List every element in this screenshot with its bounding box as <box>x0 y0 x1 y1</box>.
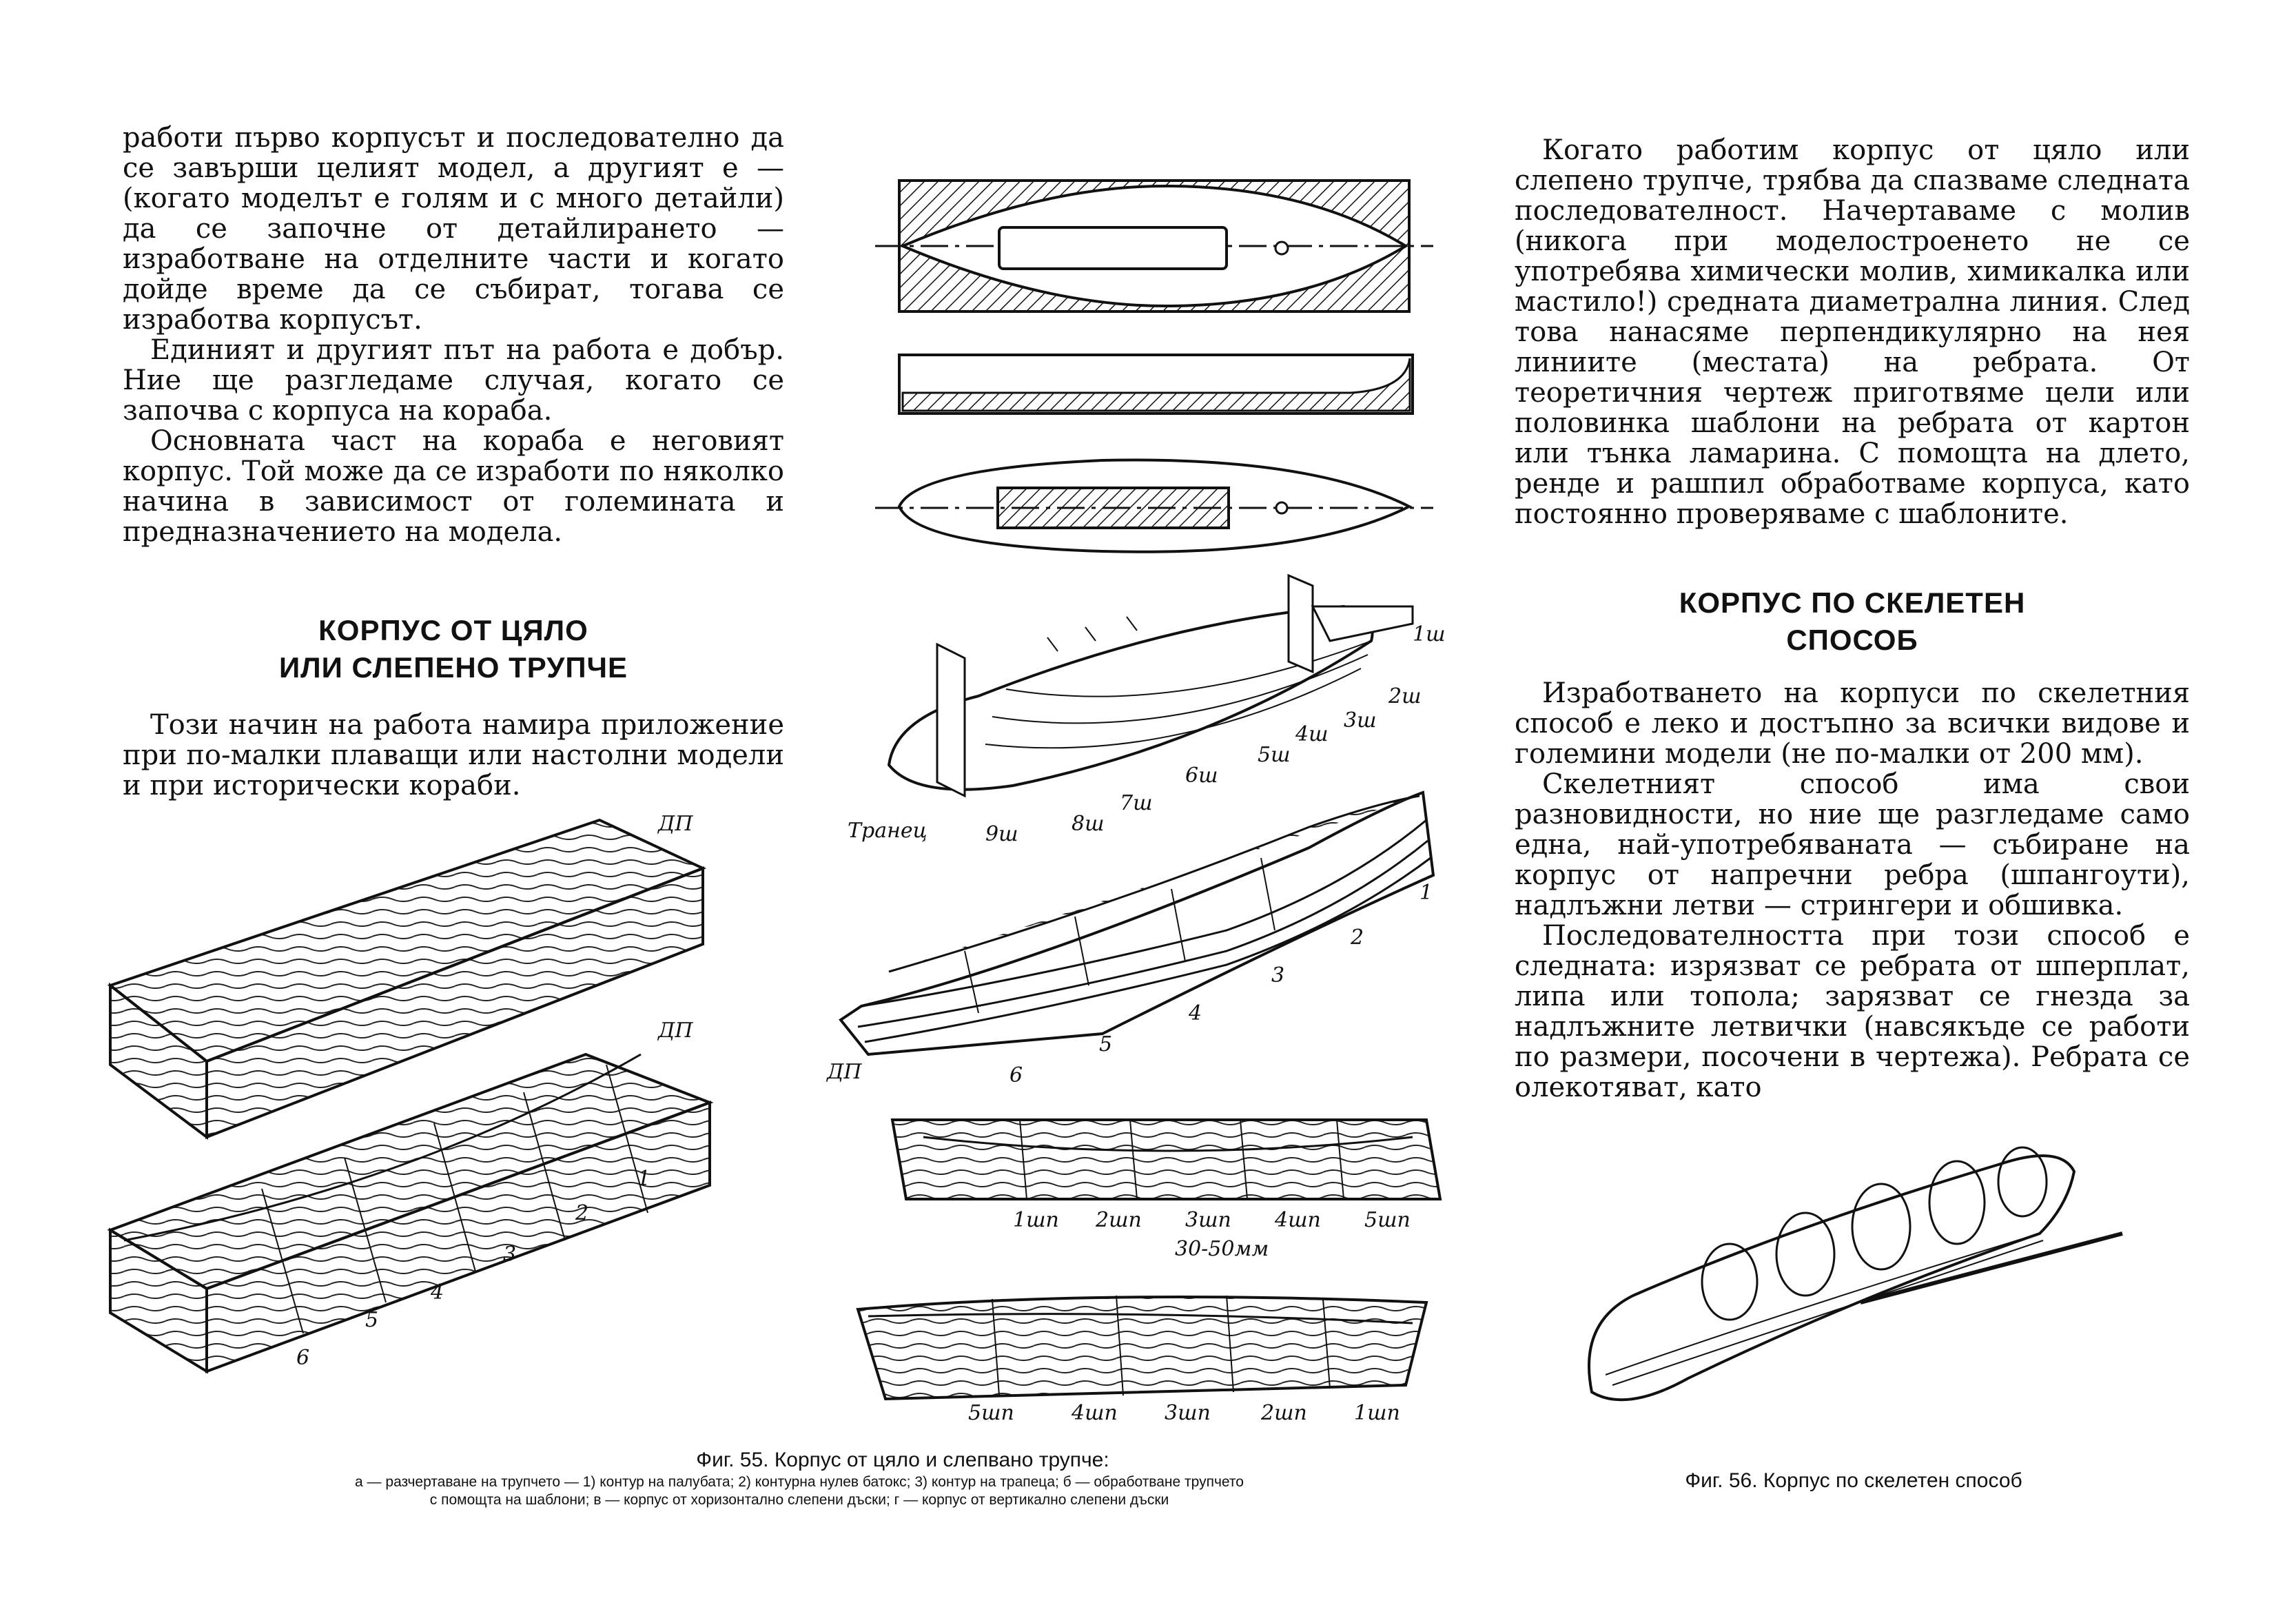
block-number-5: 5 <box>365 1308 379 1332</box>
frame-label-5: 5ш <box>1258 743 1291 767</box>
left-paragraph-4: Този начин на работа намира приложение при по-малки плаващи или настолни модели и при исторически кораби. <box>123 709 784 801</box>
heading-line-2: СПОСОБ <box>1786 624 1918 656</box>
vertical-planks-hull <box>858 1296 1426 1399</box>
layer-number-2: 2 <box>1351 925 1364 950</box>
side-profile-view <box>899 355 1413 413</box>
frame-label-4: 4ш <box>1295 722 1329 746</box>
plank-frame-4: 4шп <box>1275 1208 1321 1232</box>
layer-number-1: 1 <box>1419 881 1433 905</box>
block-number-3: 3 <box>503 1242 517 1267</box>
deck-outline-view <box>875 181 1433 311</box>
frame-label-6: 6ш <box>1185 764 1218 788</box>
hull-plan-view <box>875 460 1433 552</box>
right-paragraph-3: Скелетният способ има свои разновидности, но ние ще разгледаме само една, най-употребяваната — събиране на корпус от напречни ребра (шпангоути), надлъжни летви — стрингери и обшивка. <box>1515 768 2190 921</box>
transom-label: Транец <box>848 819 927 843</box>
frame-label-9: 9ш <box>985 822 1018 846</box>
block-number-6: 6 <box>296 1346 310 1370</box>
dp-label-mid: ДП <box>658 1019 693 1043</box>
heading-line-2: ИЛИ СЛЕПЕНО ТРУПЧЕ <box>278 651 628 684</box>
vertical-frame-3: 3шп <box>1165 1401 1211 1425</box>
hull-with-templates <box>889 575 1413 796</box>
vertical-frame-4: 4шп <box>1072 1401 1118 1425</box>
horizontal-planks-hull <box>841 792 1433 1054</box>
heading-line-1: КОРПУС ОТ ЦЯЛО <box>318 614 588 646</box>
plank-frame-2: 2шп <box>1096 1208 1142 1232</box>
plank-frame-5: 5шп <box>1364 1208 1411 1232</box>
vertical-frame-1: 1шп <box>1354 1401 1400 1425</box>
plank-frame-1: 1шп <box>1013 1208 1059 1232</box>
vertical-frame-5: 5шп <box>968 1401 1014 1425</box>
figure-55-subcaption-1: а — разчертаване на трупчето — 1) контур на палубата; 2) контурна нулев батокс; 3) контур на трапеца; б — обработване трупчето <box>355 1474 1244 1490</box>
frame-label-1: 1ш <box>1413 622 1446 646</box>
layer-number-5: 5 <box>1099 1032 1113 1056</box>
right-paragraph-1: Когато работим корпус от цяло или слепено трупче, трябва да спазваме следната последователност. Начертаваме с молив (никога при моделостроенето не се употребява химически молив, химикалка или мастило!) средната диаметрална линия. След това нанасяме перпендикулярно на нея линиите (местата) на ребрата. От теоретичния чертеж приготвяме цели или половинка шаблони на ребрата от картон или тънка ламарина. С помощта на длето, ренде и рашпил обработваме корпуса, като постоянно проверяваме с шаблоните. <box>1515 134 2190 530</box>
block-number-4: 4 <box>431 1280 444 1305</box>
frame-label-8: 8ш <box>1072 812 1105 836</box>
dp-label-top: ДП <box>658 812 693 836</box>
figure-55-caption: Фиг. 55. Корпус от цяло и слепвано трупче: <box>696 1449 1109 1471</box>
dp-label-stack: ДП <box>827 1060 862 1084</box>
layer-number-4: 4 <box>1189 1001 1202 1025</box>
layer-number-3: 3 <box>1271 963 1285 988</box>
block-number-2: 2 <box>575 1201 589 1225</box>
dimension-label: 30-50мм <box>1175 1237 1269 1261</box>
right-paragraph-2: Изработването на корпуси по скелетния способ е леко и достъпно за всички видове и големини модели (не по-малки от 200 мм). <box>1515 677 2190 770</box>
skeleton-hull-illustration <box>1589 1147 2122 1400</box>
block-number-1: 1 <box>637 1167 651 1191</box>
frame-label-2: 2ш <box>1388 684 1422 708</box>
right-paragraph-4: Последователността при този способ е следната: изрязват се ребрата от шперплат, липа или топола; зарязват се гнезда за надлъжните летвички (навсякъде се работи по размери, посочени в чертежа). Ребрата се олекотяват, като <box>1515 920 2190 1103</box>
frame-label-3: 3ш <box>1344 708 1377 733</box>
flat-plank <box>892 1120 1440 1199</box>
figure-55-caption-block <box>110 1447 1488 1509</box>
figure-56-caption: Фиг. 56. Корпус по скелетен способ <box>1685 1469 2022 1492</box>
left-paragraph-1: работи първо корпусът и последователно да се завърши целият модел, а другият е — (когато моделът е голям и с много детайли) да се започне от детайлирането — изработване на отделните части и когато дойде време да се събират, тогава се изработва корпусът. <box>123 122 784 336</box>
left-paragraph-2: Единият и другият път на работа е добър. Ние ще разгледаме случая, когато се започва с корпуса на кораба. <box>123 334 784 427</box>
heading-line-1: КОРПУС ПО СКЕЛЕТЕН <box>1679 586 2026 619</box>
figure-55-subcaption-2: с помощта на шаблони; в — корпус от хоризонтално слепени дъски; г — корпус от вертикално слепени дъски <box>429 1492 1169 1508</box>
left-paragraph-3: Основната част на кораба е неговият корпус. Той може да се изработи по няколко начина в зависимост от големината и предназначението на модела. <box>123 425 784 548</box>
frame-label-7: 7ш <box>1120 791 1153 815</box>
vertical-frame-2: 2шп <box>1261 1401 1307 1425</box>
plank-frame-3: 3шп <box>1185 1208 1231 1232</box>
layer-number-6: 6 <box>1009 1063 1023 1087</box>
